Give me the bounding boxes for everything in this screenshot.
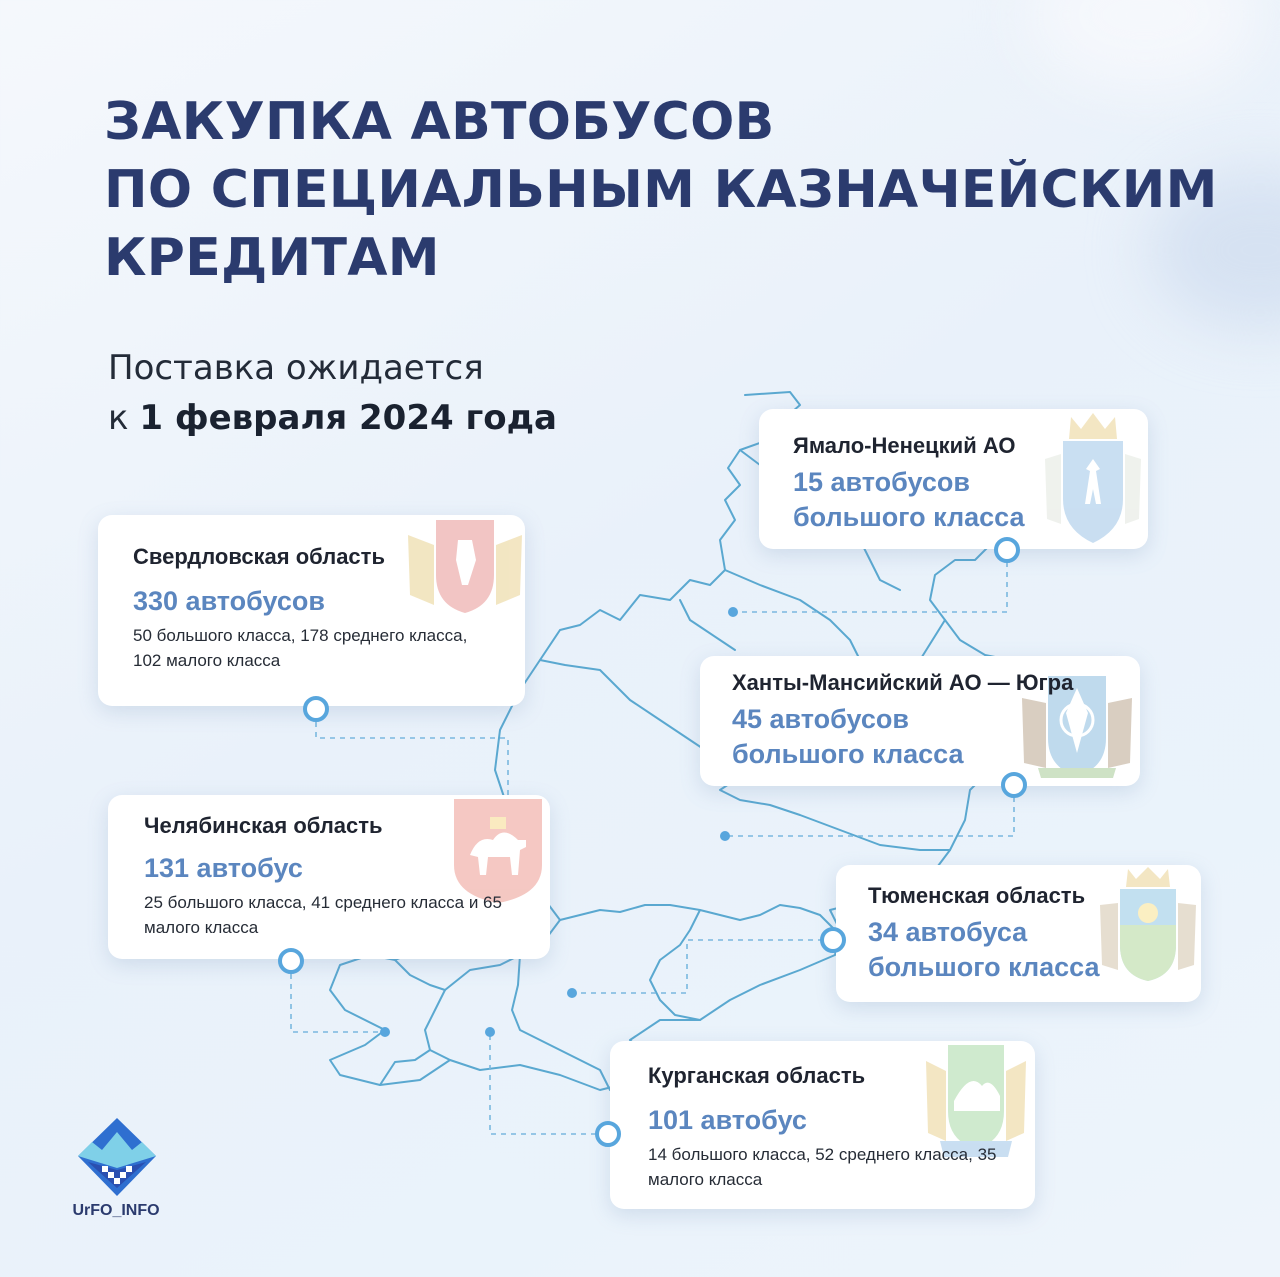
connector [316,722,508,800]
map-border [500,830,835,930]
map-point [380,1027,390,1037]
map-point [567,988,577,998]
bus-count: 330 автобусов [133,586,325,616]
bus-count: 15 автобусов [793,467,970,497]
map-border [512,955,610,1090]
title-line: ПО СПЕЦИАЛЬНЫМ КАЗНАЧЕЙСКИМ [104,160,1218,220]
bus-detail: 50 большого класса, 178 среднего класса, 102 малого класса [133,626,468,670]
card-text [144,813,504,940]
region-card-sverdlovsk [98,515,525,706]
bus-count: 45 автобусов [732,704,909,734]
bus-count-suffix: большого класса [793,502,1025,532]
card-text [793,433,1025,535]
region-name: Свердловская область [133,544,385,569]
region-card-chelyabinsk [108,795,550,959]
map-border [380,1050,430,1085]
delivery-date: 1 февраля 2024 года [139,398,558,438]
map-border [680,600,735,650]
region-card-kurgan [610,1041,1035,1209]
region-name: Челябинская область [144,813,383,838]
map-border [650,910,700,1020]
delivery-label: Поставка ожидается [108,348,484,388]
logo-text: UrFO_INFO [72,1202,160,1219]
map-border [395,960,445,990]
delivery-prefix: к [108,398,129,438]
connector [733,562,1007,612]
bus-count: 34 автобуса [868,917,1028,947]
bus-count: 101 автобус [648,1105,807,1135]
region-card-khmao [700,656,1140,786]
region-card-yamal [759,409,1148,549]
title-line: КРЕДИТАМ [104,228,440,288]
card-text [732,670,1073,772]
region-name: Ханты-Мансийский АО — Югра [732,670,1074,695]
card-text [133,544,493,673]
connector [725,797,1014,836]
map-border [725,570,945,670]
title-line: ЗАКУПКА АВТОБУСОВ [104,92,775,152]
bus-count-suffix: большого класса [868,952,1100,982]
region-card-tyumen [836,865,1201,1002]
bus-detail: 14 большого класса, 52 среднего класса, 35 малого класса [648,1145,997,1189]
connector [572,940,833,993]
map-point [728,607,738,617]
map-point [720,831,730,841]
card-text [648,1063,1008,1192]
region-name: Ямало-Ненецкий АО [793,433,1016,458]
card-text [868,883,1100,985]
tyumen-coat-of-arms-icon [1098,865,1198,985]
bus-detail: 25 большого класса, 41 среднего класса и 65 малого класса [144,893,502,937]
bus-count: 131 автобус [144,853,303,883]
bus-count-suffix: большого класса [732,739,964,769]
map-point [485,1027,495,1037]
region-name: Курганская область [648,1063,866,1088]
region-name: Тюменская область [868,883,1086,908]
urfo-info-logo-icon [78,1118,156,1198]
yamal-coat-of-arms-icon [1041,409,1145,549]
